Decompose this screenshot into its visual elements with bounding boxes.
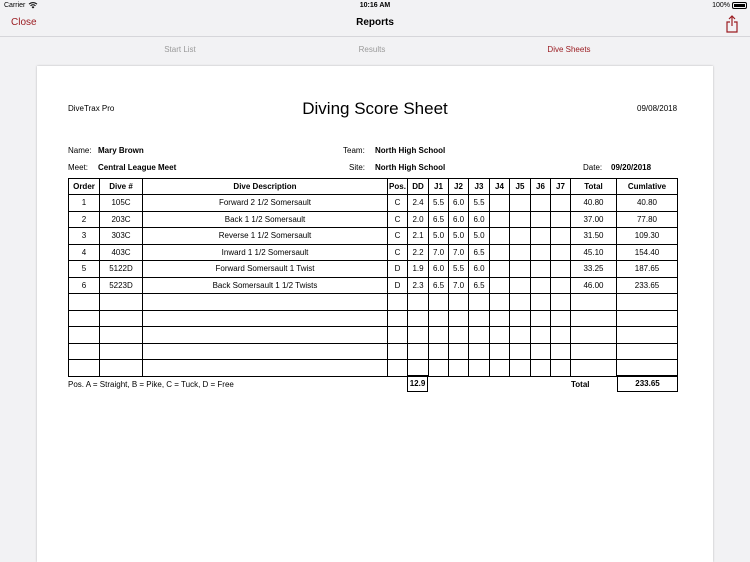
table-cell [551, 360, 571, 377]
table-row [69, 310, 678, 327]
table-cell [69, 327, 100, 344]
table-cell: 403C [100, 244, 143, 261]
table-header-row [69, 179, 678, 195]
table-cell: D [388, 261, 408, 278]
battery-icon [732, 2, 747, 9]
grand-total: 233.65 [617, 375, 678, 392]
table-cell: 5 [69, 261, 100, 278]
table-cell [551, 310, 571, 327]
table-cell: 2.0 [408, 211, 429, 228]
name-value: Mary Brown [98, 146, 144, 155]
table-cell [510, 327, 531, 344]
table-cell: 5.5 [469, 195, 490, 212]
table-cell: C [388, 228, 408, 245]
table-cell: 6.0 [469, 261, 490, 278]
table-row [69, 244, 678, 261]
table-cell: 5.0 [449, 228, 469, 245]
site-value: North High School [375, 163, 446, 172]
table-cell [388, 310, 408, 327]
table-cell [551, 294, 571, 311]
table-cell [571, 343, 617, 360]
table-cell: 2.1 [408, 228, 429, 245]
table-cell [429, 294, 449, 311]
table-cell [490, 360, 510, 377]
table-cell [510, 211, 531, 228]
table-cell: 6.0 [449, 211, 469, 228]
table-cell: 46.00 [571, 277, 617, 294]
table-cell: 6 [69, 277, 100, 294]
table-cell [531, 211, 551, 228]
site-field [349, 163, 446, 172]
table-row [69, 360, 678, 377]
brand-label: DiveTrax Pro [68, 104, 115, 113]
table-cell [551, 228, 571, 245]
name-field [68, 146, 144, 155]
table-cell: C [388, 244, 408, 261]
status-bar [0, 0, 750, 13]
table-cell [551, 343, 571, 360]
table-cell [100, 294, 143, 311]
table-cell [408, 294, 429, 311]
table-cell [100, 310, 143, 327]
table-cell [510, 195, 531, 212]
table-cell: 45.10 [571, 244, 617, 261]
table-cell: 5.5 [429, 195, 449, 212]
table-cell [617, 327, 678, 344]
column-header: J1 [429, 179, 449, 195]
table-cell: 4 [69, 244, 100, 261]
carrier-label: Carrier [4, 2, 26, 9]
table-row [69, 228, 678, 245]
table-cell [408, 327, 429, 344]
table-cell [388, 327, 408, 344]
table-cell [531, 244, 551, 261]
table-cell [408, 360, 429, 377]
column-header: Pos. [388, 179, 408, 195]
table-cell: 1 [69, 195, 100, 212]
table-cell [69, 360, 100, 377]
table-cell [531, 360, 551, 377]
meet-field [68, 163, 177, 172]
share-icon[interactable] [725, 15, 739, 33]
table-cell: 7.0 [429, 244, 449, 261]
column-header: Order [69, 179, 100, 195]
sheet-title: Diving Score Sheet [302, 99, 448, 118]
table-cell: 6.0 [469, 211, 490, 228]
table-cell [531, 310, 551, 327]
table-cell: 2.4 [408, 195, 429, 212]
table-cell [469, 360, 490, 377]
team-value: North High School [375, 146, 446, 155]
table-cell [388, 343, 408, 360]
table-cell [551, 327, 571, 344]
table-cell: 6.0 [429, 261, 449, 278]
table-cell [100, 343, 143, 360]
table-cell [551, 195, 571, 212]
print-date: 09/08/2018 [637, 104, 678, 113]
tab-dive-sheets[interactable]: Dive Sheets [547, 45, 591, 54]
table-cell [69, 294, 100, 311]
table-cell: 40.80 [617, 195, 678, 212]
table-cell [100, 327, 143, 344]
date-value: 09/20/2018 [611, 163, 652, 172]
column-header: DD [408, 179, 429, 195]
site-label: Site: [349, 163, 366, 172]
table-cell [469, 310, 490, 327]
table-cell: 109.30 [617, 228, 678, 245]
table-cell: 2.2 [408, 244, 429, 261]
table-cell [531, 277, 551, 294]
table-cell: 6.0 [449, 195, 469, 212]
table-cell [100, 360, 143, 377]
report-tabs [0, 36, 750, 63]
table-cell: Back Somersault 1 1/2 Twists [143, 277, 388, 294]
table-cell [490, 294, 510, 311]
table-cell [510, 277, 531, 294]
page-title: Reports [356, 17, 394, 28]
table-cell [408, 310, 429, 327]
table-cell [449, 294, 469, 311]
table-cell [510, 343, 531, 360]
table-cell: 105C [100, 195, 143, 212]
table-cell [510, 360, 531, 377]
table-cell [571, 294, 617, 311]
table-cell [571, 310, 617, 327]
table-cell [449, 310, 469, 327]
table-cell [551, 211, 571, 228]
table-cell: 7.0 [449, 277, 469, 294]
table-cell [551, 244, 571, 261]
table-row [69, 195, 678, 212]
table-cell [143, 310, 388, 327]
column-header: Cumlative [617, 179, 678, 195]
table-cell: 1.9 [408, 261, 429, 278]
table-cell [490, 244, 510, 261]
table-cell: 37.00 [571, 211, 617, 228]
table-cell [617, 343, 678, 360]
table-cell: 7.0 [449, 244, 469, 261]
team-field [343, 146, 446, 155]
column-header: J6 [531, 179, 551, 195]
table-cell: C [388, 211, 408, 228]
table-cell [490, 211, 510, 228]
table-cell [531, 343, 551, 360]
table-cell: 6.5 [429, 211, 449, 228]
table-cell: Forward 2 1/2 Somersault [143, 195, 388, 212]
column-header: J7 [551, 179, 571, 195]
table-cell [510, 261, 531, 278]
battery-percent: 100% [712, 2, 730, 9]
table-row [69, 211, 678, 228]
table-cell [510, 244, 531, 261]
table-cell [571, 327, 617, 344]
table-cell: C [388, 195, 408, 212]
tab-start-list[interactable]: Start List [164, 45, 196, 54]
table-cell [490, 277, 510, 294]
table-cell: 6.5 [469, 277, 490, 294]
table-cell: 5.0 [469, 228, 490, 245]
position-legend: Pos. A = Straight, B = Pike, C = Tuck, D = Free [68, 380, 234, 389]
table-row [69, 261, 678, 278]
team-label: Team: [343, 146, 365, 155]
name-label: Name: [68, 146, 92, 155]
table-cell [510, 294, 531, 311]
total-label: Total [571, 380, 590, 389]
navigation-bar [0, 13, 750, 36]
table-cell [490, 327, 510, 344]
table-cell [143, 327, 388, 344]
table-cell [531, 228, 551, 245]
table-cell [531, 261, 551, 278]
table-cell [388, 360, 408, 377]
table-cell: Back 1 1/2 Somersault [143, 211, 388, 228]
table-cell: 31.50 [571, 228, 617, 245]
table-cell [490, 261, 510, 278]
table-cell [429, 360, 449, 377]
table-cell: 6.5 [429, 277, 449, 294]
table-cell [490, 195, 510, 212]
table-cell: D [388, 277, 408, 294]
table-row [69, 343, 678, 360]
table-row [69, 327, 678, 344]
table-cell: 77.80 [617, 211, 678, 228]
table-cell: 233.65 [617, 277, 678, 294]
table-cell: 5.0 [429, 228, 449, 245]
table-cell [490, 310, 510, 327]
column-header: J3 [469, 179, 490, 195]
column-header: J2 [449, 179, 469, 195]
table-cell [429, 343, 449, 360]
dive-sheet [37, 66, 713, 562]
table-cell: 5223D [100, 277, 143, 294]
column-header: J4 [490, 179, 510, 195]
table-cell [69, 310, 100, 327]
table-cell [429, 327, 449, 344]
table-cell [531, 195, 551, 212]
table-cell [551, 277, 571, 294]
table-row [69, 294, 678, 311]
table-cell [429, 310, 449, 327]
table-cell: 6.5 [469, 244, 490, 261]
table-cell [531, 327, 551, 344]
table-cell [510, 310, 531, 327]
tab-results[interactable]: Results [358, 45, 386, 54]
date-label: Date: [583, 163, 603, 172]
table-cell: 5.5 [449, 261, 469, 278]
table-cell [551, 261, 571, 278]
column-header: Total [571, 179, 617, 195]
table-cell [69, 343, 100, 360]
table-cell: Reverse 1 1/2 Somersault [143, 228, 388, 245]
table-cell [617, 360, 678, 377]
table-cell [143, 343, 388, 360]
meet-value: Central League Meet [98, 163, 177, 172]
table-cell [490, 343, 510, 360]
table-cell: 303C [100, 228, 143, 245]
table-cell [449, 360, 469, 377]
table-cell [143, 294, 388, 311]
date-field [583, 163, 652, 172]
column-header: Dive # [100, 179, 143, 195]
close-button[interactable]: Close [11, 17, 37, 28]
table-cell [408, 343, 429, 360]
status-time: 10:16 AM [359, 2, 391, 9]
table-cell: 33.25 [571, 261, 617, 278]
table-cell [531, 294, 551, 311]
table-cell: Forward Somersault 1 Twist [143, 261, 388, 278]
table-cell [510, 228, 531, 245]
table-cell: 5122D [100, 261, 143, 278]
table-cell [388, 294, 408, 311]
table-cell [571, 360, 617, 377]
table-row [69, 277, 678, 294]
table-cell [617, 310, 678, 327]
table-cell: 3 [69, 228, 100, 245]
table-cell [469, 327, 490, 344]
dives-table [68, 178, 678, 377]
table-cell [469, 343, 490, 360]
meet-label: Meet: [68, 163, 89, 172]
column-header: Dive Description [143, 179, 388, 195]
table-cell [469, 294, 490, 311]
dd-total: 12.9 [407, 375, 428, 392]
table-cell: 154.40 [617, 244, 678, 261]
table-cell: 2 [69, 211, 100, 228]
table-cell: Inward 1 1/2 Somersault [143, 244, 388, 261]
table-cell [490, 228, 510, 245]
column-header: J5 [510, 179, 531, 195]
table-cell [143, 360, 388, 377]
table-cell: 187.65 [617, 261, 678, 278]
table-cell [449, 343, 469, 360]
table-cell: 40.80 [571, 195, 617, 212]
table-cell: 203C [100, 211, 143, 228]
table-cell: 2.3 [408, 277, 429, 294]
table-cell [449, 327, 469, 344]
table-cell [617, 294, 678, 311]
